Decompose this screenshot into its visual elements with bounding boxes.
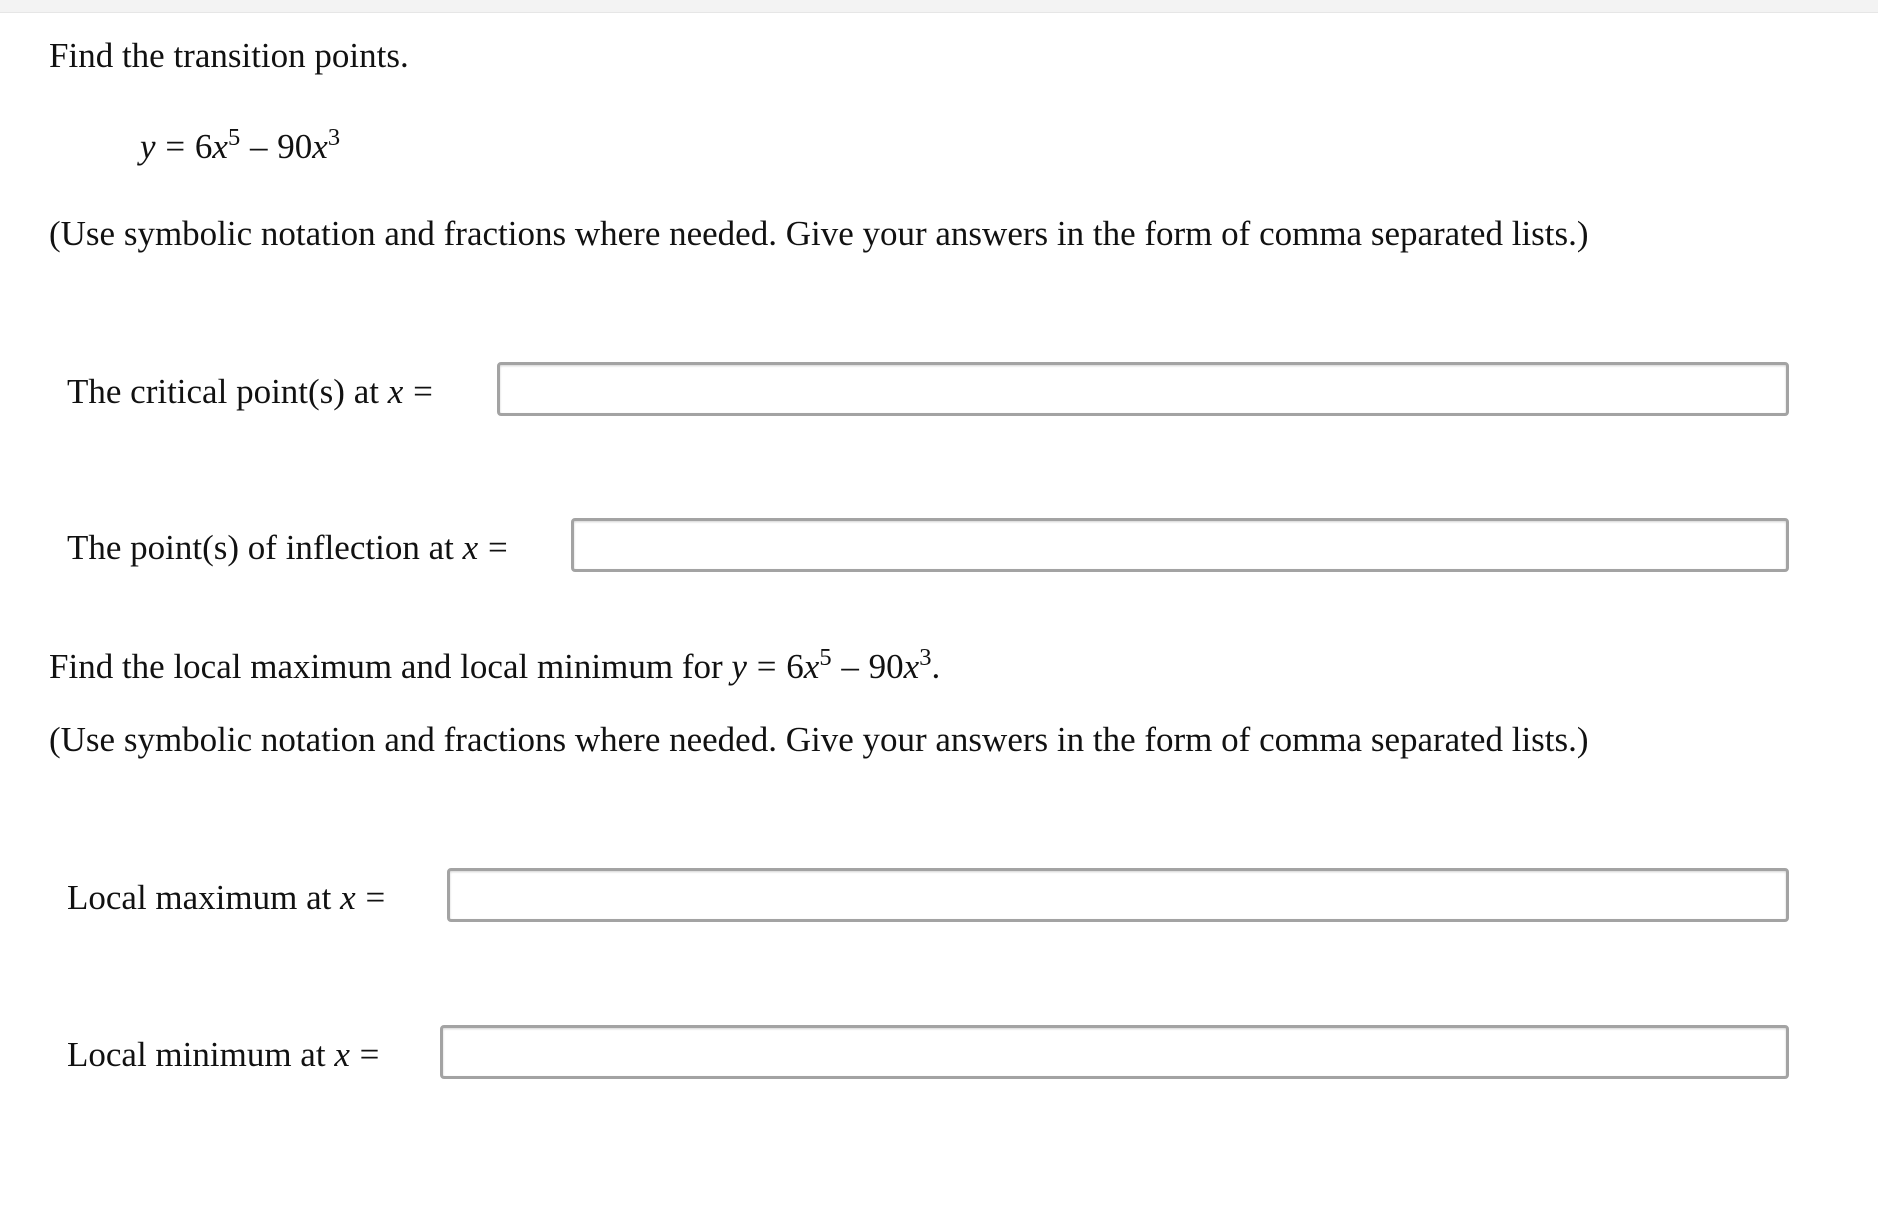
instructions-line-2: (Use symbolic notation and fractions where needed. Give your answers in the form of comma separated lists.) [49,720,1589,759]
eq-minus: – [249,127,268,166]
local-extrema-prompt-text: Find the local maximum and local minimum for [49,647,723,686]
eq-exp1: 5 [227,123,241,151]
eq-y: y [140,127,156,166]
inflection-label-text: The point(s) of inflection at [67,528,454,567]
critical-label-text: The critical point(s) at [67,372,379,411]
instructions-line: (Use symbolic notation and fractions where needed. Give your answers in the form of comma separated lists.) [49,214,1589,253]
local-extrema-prompt [49,645,940,689]
local-max-var: x [340,878,356,917]
eq-exp2: 3 [327,123,341,151]
critical-var: x [387,372,404,411]
question-prompt [49,34,409,78]
function-equation [140,125,340,169]
eq2-exp1: 5 [819,643,832,671]
eq2-coef1: 6 [786,647,804,686]
eq2-y: y [731,647,747,686]
local-min-var: x [334,1035,350,1074]
inflection-point-input[interactable] [571,518,1789,572]
eq2-x1: x [803,647,820,686]
local-min-label-text: Local minimum at [67,1035,326,1074]
critical-point-input[interactable] [497,362,1789,416]
prompt-text: Find the transition points. [49,36,409,75]
local-min-equals: = [359,1035,380,1074]
eq2-period: . [931,647,941,686]
inflection-var: x [462,528,479,567]
critical-equals: = [413,372,433,411]
inflection-point-label [67,526,517,570]
inflection-equals: = [487,528,508,567]
eq2-equals: = [756,647,777,686]
local-minimum-label [67,1033,389,1077]
eq2-coef2: 90 [868,647,904,686]
local-minimum-input[interactable] [440,1025,1789,1079]
eq-coef1: 6 [194,127,213,166]
eq2-x2: x [903,647,920,686]
eq2-minus: – [841,647,859,686]
eq2-exp2: 3 [919,643,932,671]
eq-equals: = [165,127,186,166]
eq-x2: x [312,127,328,166]
local-max-label-text: Local maximum at [67,878,332,917]
instructions-text-2 [49,718,1589,762]
local-maximum-input[interactable] [447,868,1789,922]
local-maximum-label [67,876,395,920]
critical-point-label [67,370,443,414]
local-max-equals: = [365,878,386,917]
top-bar [0,0,1878,13]
instructions-text [49,212,1589,256]
eq-coef2: 90 [277,127,313,166]
eq-x1: x [212,127,228,166]
